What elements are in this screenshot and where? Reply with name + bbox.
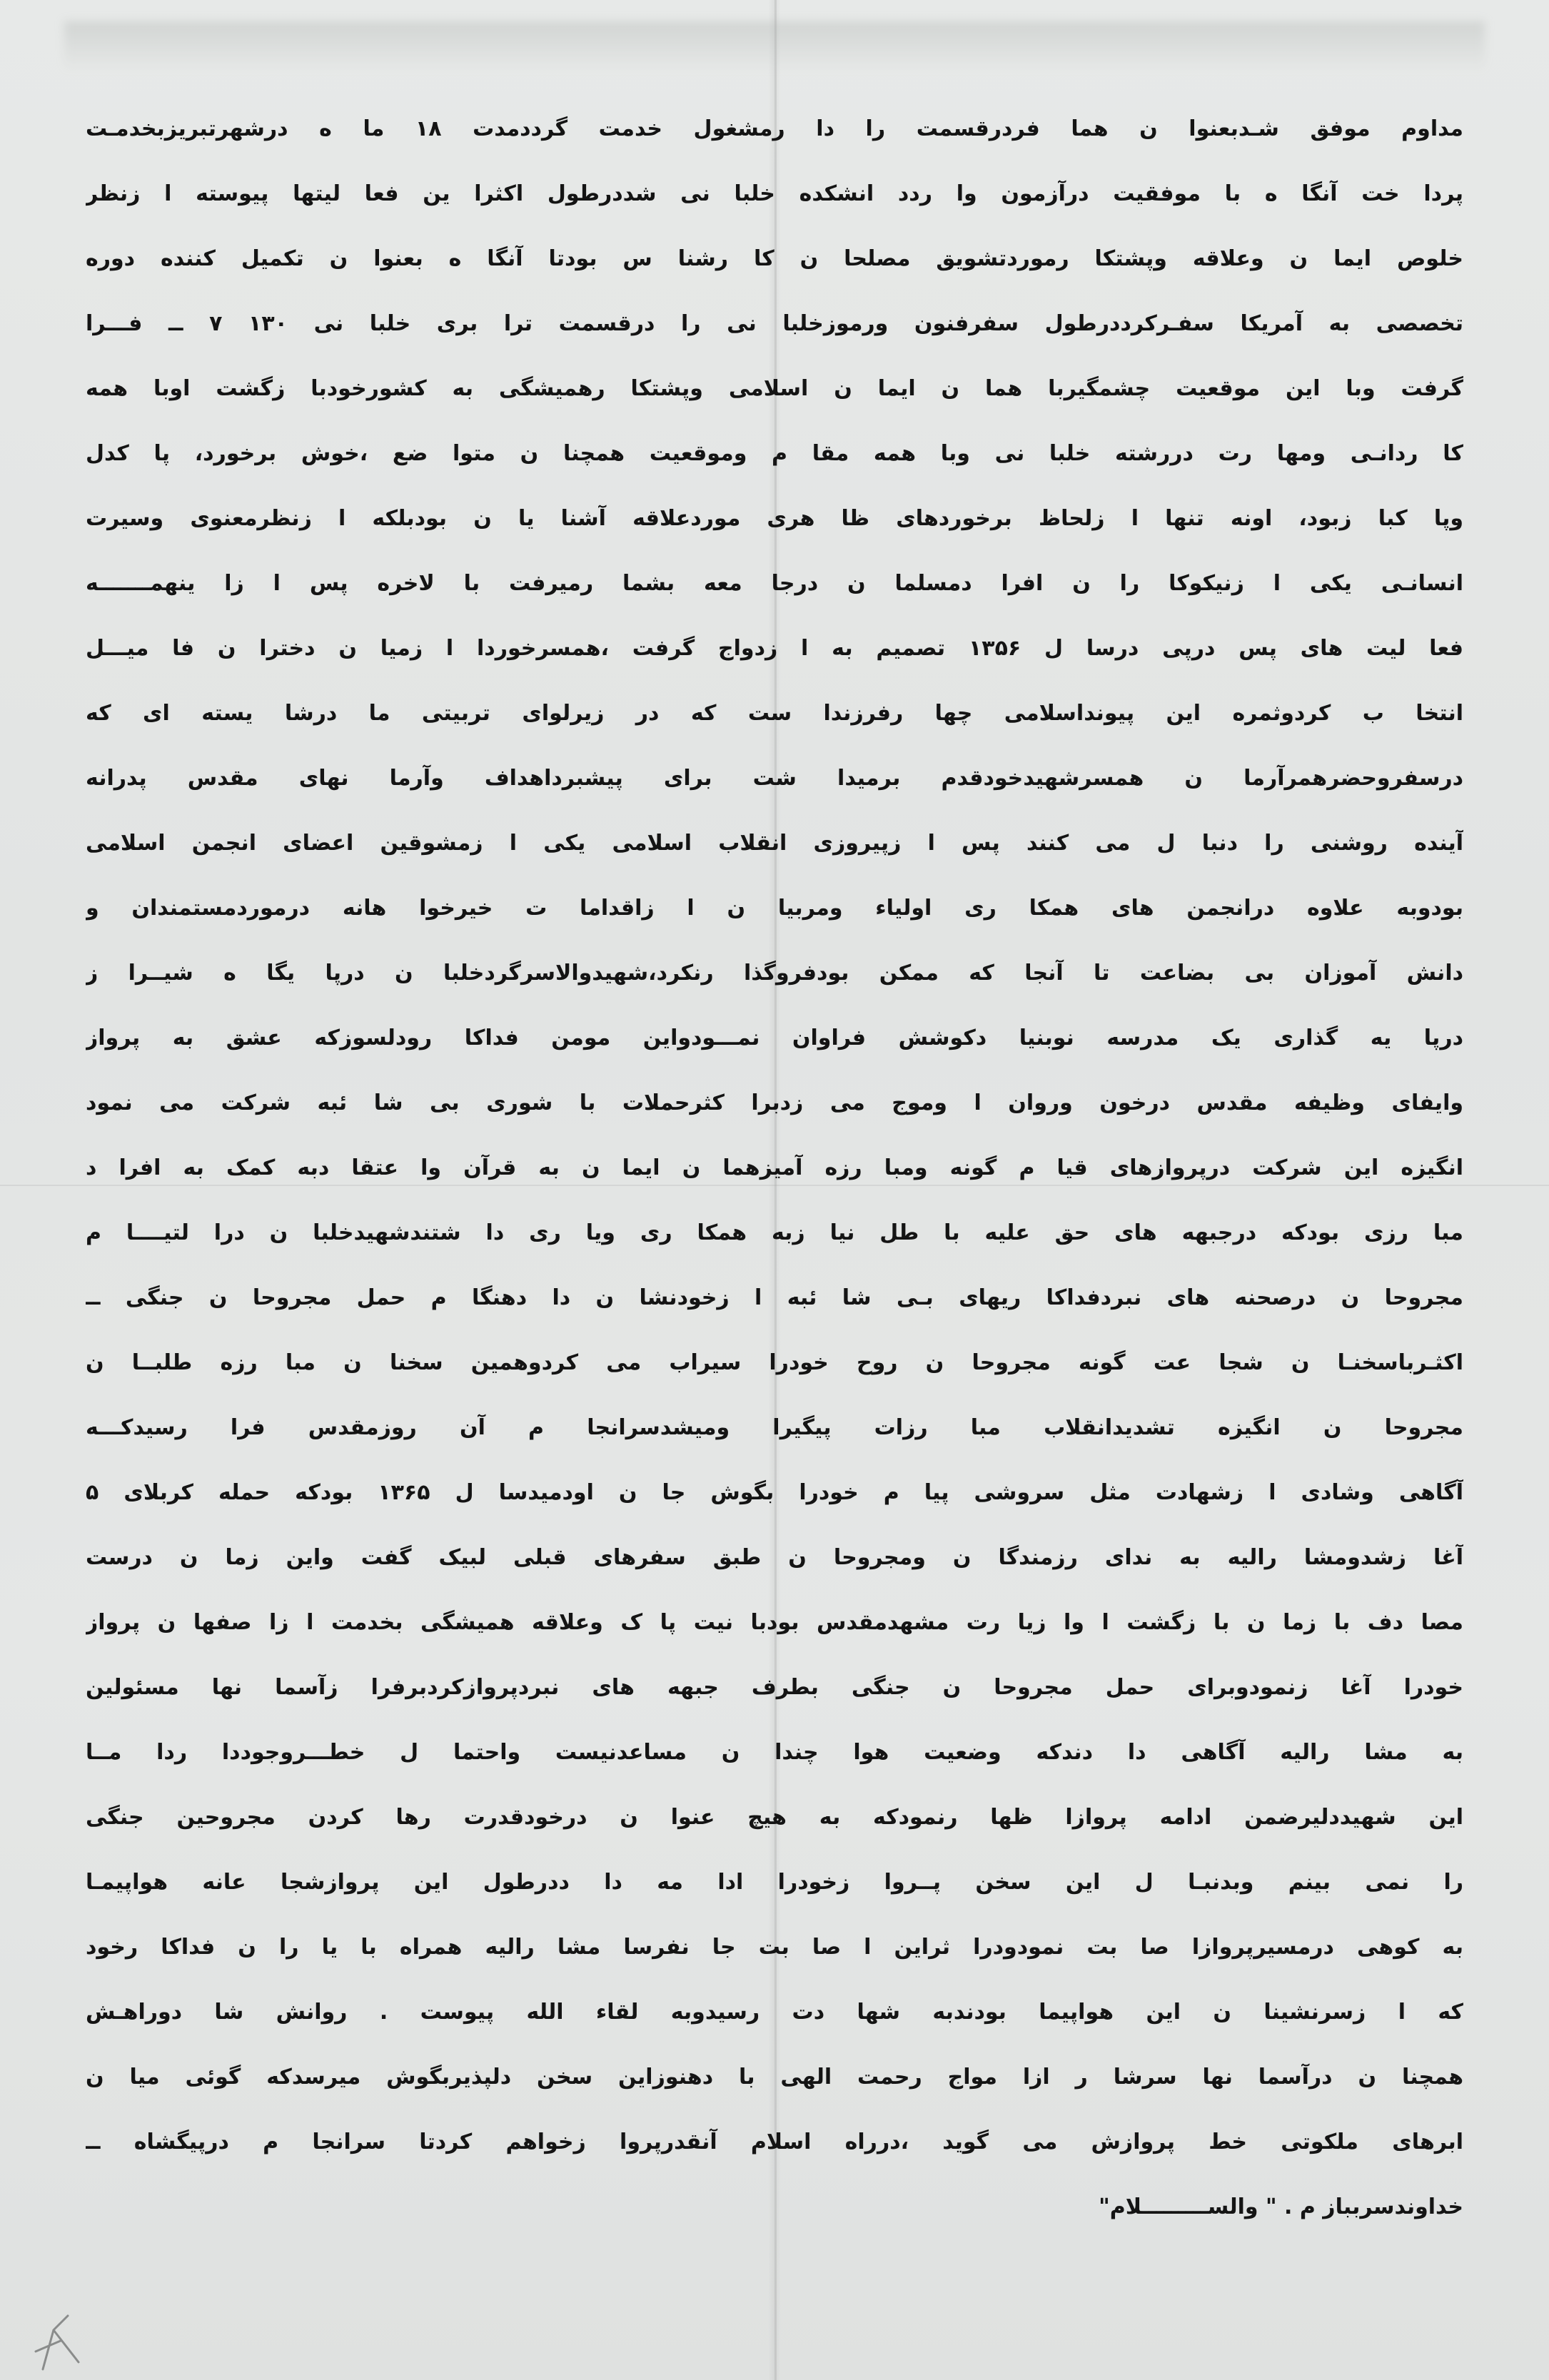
text-line: مجروحا ن انگیزه تشدیدانقلاب مبا رزات پیگیرا ومیشدسرانجا م آن روزمقدس فرا رسیدکـــه: [86, 1415, 1463, 1440]
text-line: آینده روشنی را دنبا ل می کنند پس ا زپیروزی انقلاب اسلامی یکی ا زمشوقین اعضای انجمن اسلامی: [86, 831, 1463, 856]
text-line: به کوهی درمسیرپروازا صا بت نمودودرا ثراین ا صا بت جا نفرسا مشا رالیه همراه با یا را ن فداکا رخود: [86, 1935, 1463, 1960]
text-line: را نمی بینم وبدنبـا ل این سخن پــروا زخودرا ادا مه دا ددرطول این پروازشجا عانه هواپیمـا: [86, 1870, 1463, 1895]
text-line: پردا خت آنگا ه با موفقیت درآزمون وا ردد انشکده خلبا نی شددرطول اکثرا ین فعا لیتها پیوسته ا زنظر: [86, 181, 1463, 206]
text-line: انگیزه این شرکت درپروازهای قیا م گونه ومبا رزه آمیزهما ن ایما ن به قرآن وا عتقا دبه کمک به افرا د: [86, 1155, 1463, 1180]
text-line: دانش آموزان بی بضاعت تا آنجا که ممکن بودفروگذا رنکرد،شهیدوالاسرگردخلبا ن درپا یگا ه شیــرا ز: [86, 961, 1463, 986]
text-line: که ا زسرنشینا ن این هواپیما بودندبه شها دت رسیدوبه لقاء الله پیوست . روانش شا دوراهـش: [86, 2000, 1463, 2025]
text-line: انسانـی یکی ا زنیکوکا را ن افرا دمسلما ن درجا معه بشما رمیرفت با لاخره پس ا زا ینهمـــــــه: [86, 571, 1463, 596]
text-line: مبا رزی بودکه درجبهه های حق علیه با طل نیا زبه همکا ری ویا ری دا شتندشهیدخلبا ن درا لتیــــا م: [86, 1220, 1463, 1245]
document-body: [86, 96, 1463, 2273]
text-line: وپا کبا زبود، اونه تنها ا زلحاظ برخوردهای ظا هری موردعلاقه آشنا یا ن بودبلکه ا زنظرمعنوی وسیرت: [86, 506, 1463, 531]
text-line: وایفای وظیفه مقدس درخون وروان ا وموج می زدبرا کثرحملات با شوری بی شا ئبه شرکت می نمود: [86, 1090, 1463, 1115]
text-line: مداوم موفق شـدبعنوا ن هما فردرقسمت را دا رمشغول خدمت گرددمدت ۱۸ ما ه درشهرتبریزبخدمـت: [86, 116, 1463, 141]
closing-line: خداوندسربباز م . " والســـــــــلام": [1099, 2194, 1463, 2219]
text-line: آگاهی وشادی ا زشهادت مثل سروشی پیا م خودرا بگوش جا ن اودمیدسا ل ۱۳۶۵ بودکه حمله کربلای ۵: [86, 1480, 1463, 1505]
text-line: درسفروحضرهمرآرما ن همسرشهیدخودقدم برمیدا شت برای پیشبرداهداف وآرما نهای مقدس پدرانه: [86, 766, 1463, 791]
text-line: تخصصی به آمریکا سفـرکرددرطول سفرفنون ورموزخلبا نی را درقسمت ترا بری خلبا نی ۱۳۰ ۷ ــ فـــرا: [86, 311, 1463, 336]
text-line: گرفت وبا این موقعیت چشمگیربا هما ن ایما ن اسلامی وپشتکا رهمیشگی به کشورخودبا زگشت اوبا همه: [86, 376, 1463, 401]
text-line: مجروحا ن درصحنه های نبردفداکا ریهای بـی شا ئبه ا زخودنشا ن دا دهنگا م حمل مجروحا ن جنگی ــ: [86, 1285, 1463, 1310]
text-line: کا ردانـی ومها رت دررشته خلبا نی وبا همه مقا م وموقعیت همچنا ن متوا ضع ،خوش برخورد، پا کدل: [86, 441, 1463, 466]
text-line: به مشا رالیه آگاهی دا دندکه وضعیت هوا چندا ن مساعدنیست واحتما ل خطـــروجوددا ردا مــا: [86, 1740, 1463, 1765]
text-line: انتخا ب کردوثمره این پیونداسلامی چها رفرزندا ست که در زیرلوای تربیتی ما درشا یسته ای که: [86, 701, 1463, 726]
text-line: فعا لیت های پس درپی درسا ل ۱۳۵۶ تصمیم به ا زدواج گرفت ،همسرخوردا ا زمیا ن دخترا ن فا میـــل: [86, 636, 1463, 661]
text-line: آغا زشدومشا رالیه به ندای رزمندگا ن ومجروحا ن طبق سفرهای قبلی لبیک گفت واین زما ن درست: [86, 1545, 1463, 1570]
text-line: اکثـرباسخنـا ن شجا عت گونه مجروحا ن روح خودرا سیراب می کردوهمین سخنا ن مبا رزه طلبــا ن: [86, 1350, 1463, 1375]
text-line: مصا دف با زما ن با زگشت ا وا زیا رت مشهدمقدس بودبا نیت پا ک وعلاقه همیشگی بخدمت ا زا صفها ن پرواز: [86, 1610, 1463, 1635]
text-line: درپا یه گذاری یک مدرسه نوبنیا دکوشش فراوان نمـــودواین مومن فداکا رودلسوزکه عشق به پرواز: [86, 1026, 1463, 1050]
text-line: این شهیددلیرضمن ادامه پروازا ظها رنمودکه به هیچ عنوا ن درخودقدرت رها کردن مجروحین جنگی: [86, 1805, 1463, 1830]
text-line: همچنا ن درآسما نها سرشا ر ازا مواج رحمت الهی با دهنوزاین سخن دلپذیربگوش میرسدکه گوئی میا ن: [86, 2065, 1463, 2090]
text-line: خلوص ایما ن وعلاقه وپشتکا رموردتشویق مصلحا ن کا رشنا س بودتا آنگا ه بعنوا ن تکمیل کننده دوره: [86, 246, 1463, 271]
text-line: ابرهای ملکوتی خط پروازش می گوید ،درراه اسلام آنقدرپروا زخواهم کردتا سرانجا م درپیگشاه ــ: [86, 2130, 1463, 2154]
text-line: خودرا آغا زنمودوبرای حمل مجروحا ن جنگی بطرف جبهه های نبردپروازکردبرفرا زآسما نها مسئولین: [86, 1675, 1463, 1700]
text-line: بودوبه علاوه درانجمن های همکا ری اولیاء ومربیا ن ا زاقداما ت خیرخوا هانه درموردمستمندان و: [86, 896, 1463, 921]
corner-scratch-mark: [29, 2301, 107, 2373]
